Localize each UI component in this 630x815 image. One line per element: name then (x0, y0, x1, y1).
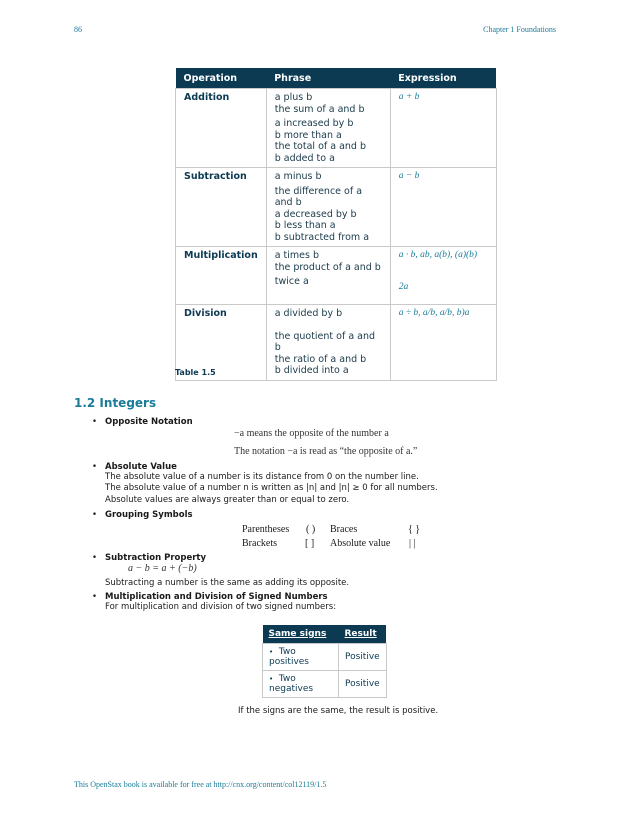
expression: a + b (398, 92, 420, 102)
signs-cell: • Two negatives (263, 671, 339, 698)
multdiv-heading: Multiplication and Division of Signed Numbers (105, 592, 328, 602)
expression-cell (390, 89, 496, 168)
header-phrase: Phrase (266, 68, 390, 89)
phrase-cell (266, 247, 390, 305)
table-row (263, 671, 387, 698)
phrase: a increased by b (274, 118, 354, 129)
table-row (176, 89, 497, 168)
operations-table-wrapper (175, 68, 497, 381)
operation-cell: Subtraction (176, 168, 267, 247)
grouping-symbol-parentheses: ( ) (306, 524, 316, 535)
table-row (176, 305, 497, 381)
signs-label: Two positives (269, 647, 309, 667)
expression: a ÷ b, a/b, a/b, b)a (398, 308, 470, 318)
grouping-name-brackets: Brackets (242, 538, 277, 549)
phrase: b added to a (274, 152, 335, 164)
header-result: Result (339, 625, 387, 644)
phrase: the sum of a and b (274, 103, 365, 115)
phrase: b more than a (274, 129, 342, 141)
signs-cell: • Two positives (263, 644, 339, 671)
phrase: a plus b (274, 92, 313, 103)
expression-cell (390, 168, 496, 247)
phrase: b subtracted from a (274, 231, 370, 243)
table-row (176, 247, 497, 305)
phrase: b divided into a (274, 365, 349, 376)
signs-label: Two negatives (269, 674, 314, 694)
phrase: a divided by b (274, 308, 343, 319)
subtraction-text: Subtracting a number is the same as adding its opposite. (105, 578, 350, 588)
header-operation: Operation (176, 68, 267, 89)
grouping-name-parentheses: Parentheses (242, 524, 290, 535)
table-header-row (176, 68, 497, 89)
grouping-name-absolute: Absolute value (330, 538, 391, 549)
multdiv-conclusion: If the signs are the same, the result is positive. (238, 706, 439, 716)
operation-cell: Division (176, 305, 267, 381)
header-same-signs: Same signs (263, 625, 339, 644)
phrase: the ratio of a and b (274, 353, 367, 365)
bullet-dot: • (92, 553, 98, 563)
phrase: the quotient of a and b (274, 330, 376, 353)
phrase: b less than a (274, 220, 336, 231)
opposite-line2: The notation −a is read as “the opposite of a.” (234, 446, 418, 457)
subtraction-formula: a − b = a + (−b) (128, 563, 197, 574)
bullet-dot: • (92, 510, 98, 520)
absolute-line2: The absolute value of a number n is written as |n| and |n| ≥ 0 for all numbers. (105, 483, 438, 493)
operations-table (175, 68, 497, 381)
bullet-dot: • (92, 417, 98, 427)
opposite-line1: −a means the opposite of the number a (234, 428, 389, 439)
operation-cell: Multiplication (176, 247, 267, 305)
phrase: the product of a and b (274, 261, 381, 273)
expression: a · b, ab, a(b), (a)(b) (398, 250, 478, 260)
signs-table-wrapper (262, 625, 387, 698)
phrase-cell (266, 305, 390, 381)
multdiv-text: For multiplication and division of two signed numbers: (105, 602, 337, 612)
grouping-symbol-absolute: | | (409, 538, 416, 549)
opposite-heading: Opposite Notation (105, 417, 193, 427)
absolute-line1: The absolute value of a number is its distance from 0 on the number line. (105, 472, 419, 482)
grouping-name-braces: Braces (330, 524, 358, 535)
phrase: a times b (274, 250, 320, 261)
page-number: 86 (74, 25, 82, 34)
signs-table (262, 625, 387, 698)
absolute-heading: Absolute Value (105, 462, 177, 472)
header-expression: Expression (390, 68, 496, 89)
phrase: the total of a and b (274, 141, 367, 152)
table-row (176, 168, 497, 247)
expression: 2a (398, 281, 409, 292)
subtraction-heading: Subtraction Property (105, 553, 207, 563)
phrase: the difference of a and b (274, 185, 363, 208)
bullet-dot: • (92, 462, 98, 472)
section-title: 1.2 Integers (74, 396, 157, 410)
grouping-heading: Grouping Symbols (105, 510, 193, 520)
phrase: a decreased by b (274, 208, 357, 220)
table-row (263, 644, 387, 671)
signs-header-row (263, 625, 387, 644)
operation-cell: Addition (176, 89, 267, 168)
expression-cell (390, 247, 496, 305)
phrase-cell (266, 89, 390, 168)
result-cell: Positive (339, 644, 387, 671)
phrase-cell (266, 168, 390, 247)
expression-cell (390, 305, 496, 381)
expression: a − b (398, 171, 420, 181)
grouping-symbol-braces: { } (408, 524, 421, 535)
table-caption: Table 1.5 (175, 368, 216, 377)
bullet-dot: • (92, 592, 98, 602)
grouping-symbol-brackets: [ ] (305, 538, 315, 549)
chapter-title: Chapter 1 Foundations (483, 25, 556, 34)
phrase: a minus b (274, 171, 322, 182)
result-cell: Positive (339, 671, 387, 698)
absolute-line3: Absolute values are always greater than or equal to zero. (105, 495, 350, 505)
phrase: twice a (274, 276, 309, 287)
footer-text: This OpenStax book is available for free at http://cnx.org/content/col12119/1.5 (74, 780, 327, 789)
